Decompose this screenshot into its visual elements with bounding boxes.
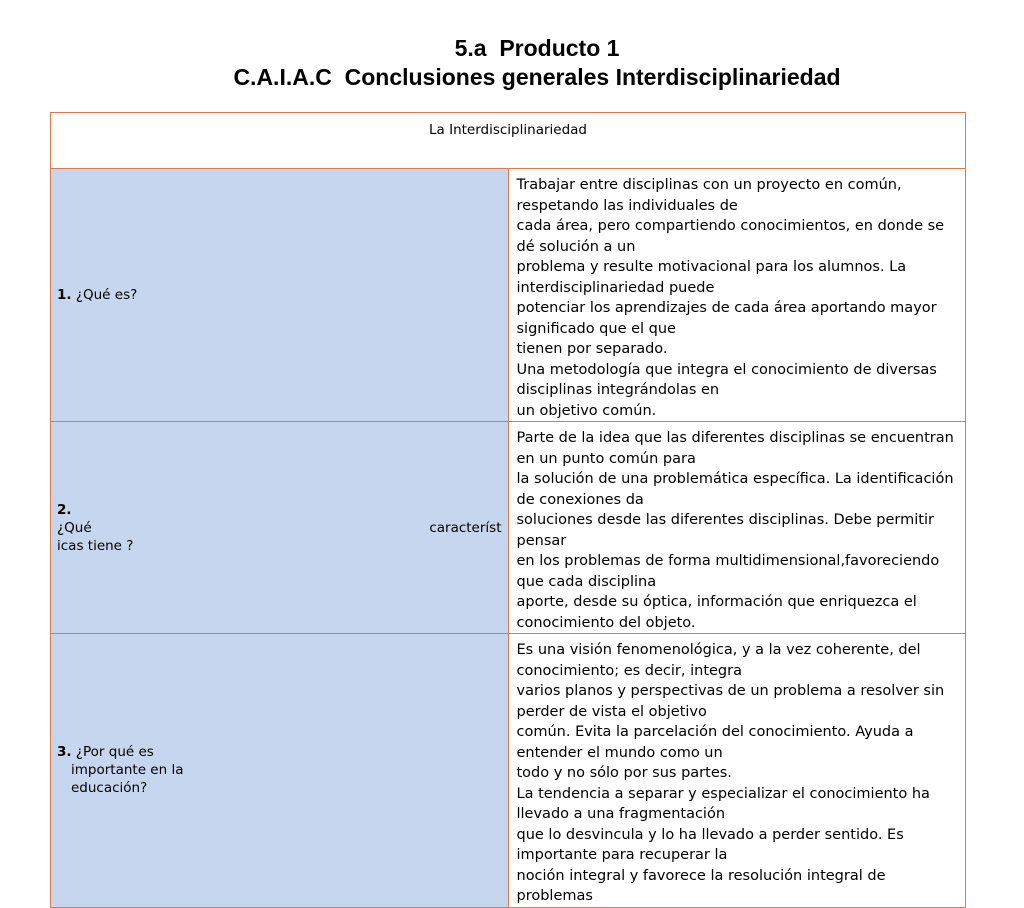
answer-text: Es una visión fenomenológica, y a la vez coherente, del conocimiento; es decir, integra varios planos y perspectivas de un problema a resolver sin perder de vista el objetivo común. Evita la parcelación del conocimiento. Ayuda a entender el mundo como un todo y no sólo por sus partes. La tendencia a separar y especializar el conocimiento ha llevado a una fragmentación que lo desvincula y lo ha llevado a perder sentido. Es importante para recuperar la noción integral y favorece la resolución integral de problemas	[516, 642, 945, 904]
table-header-row	[51, 113, 966, 169]
answer-text: Parte de la idea que las diferentes disciplinas se encuentran en un punto común para la solución de una problemática específica. La identificación de conexiones da soluciones desde las diferentes disciplinas. Debe permitir pensar en los problemas de forma multidimensional,favoreciendo que cada disciplina aporte, desde su óptica, información que enriquezca el conocimiento del objeto.	[516, 430, 954, 631]
table-header-cell	[51, 113, 966, 169]
slide-title-line2: C.A.I.A.C Conclusiones generales Interdisciplinariedad	[233, 64, 841, 90]
answer-cell-1	[508, 169, 966, 422]
table-row	[51, 634, 966, 908]
question-number: 3.	[57, 744, 72, 761]
slide-title-line1: 5.a Producto 1	[454, 35, 620, 61]
table-header-label: La Interdisciplinariedad	[429, 122, 587, 138]
table-row	[51, 169, 966, 422]
slide-title	[0, 34, 1024, 92]
answer-cell-3	[508, 634, 966, 908]
question-cell-1	[51, 169, 509, 422]
question-number: 2.	[57, 501, 72, 518]
question-number: 1.	[57, 287, 72, 303]
answer-cell-2	[508, 422, 966, 634]
question-text-line: icas tiene ?	[57, 537, 134, 554]
question-cell-2	[51, 422, 509, 634]
question-text-line: educación?	[71, 780, 148, 797]
interdisciplinarity-table	[50, 112, 966, 908]
question-cell-3	[51, 634, 509, 908]
table-row	[51, 422, 966, 634]
question-text-line: importante en la	[71, 762, 184, 779]
question-text-line: ¿Qué característ	[57, 519, 502, 536]
answer-text: Trabajar entre disciplinas con un proyecto en común, respetando las individuales de cada área, pero compartiendo conocimientos, en donde se dé solución a un problema y resulte motivacional para los alumnos. La interdisciplinariedad puede potenciar los aprendizajes de cada área aportando mayor significado que el que tienen por separado. Una metodología que integra el conocimiento de diversas disciplinas integrándolas en un objetivo común.	[516, 177, 945, 419]
question-text: ¿Qué es?	[71, 287, 138, 303]
question-text-line: ¿Por qué es	[71, 744, 154, 761]
